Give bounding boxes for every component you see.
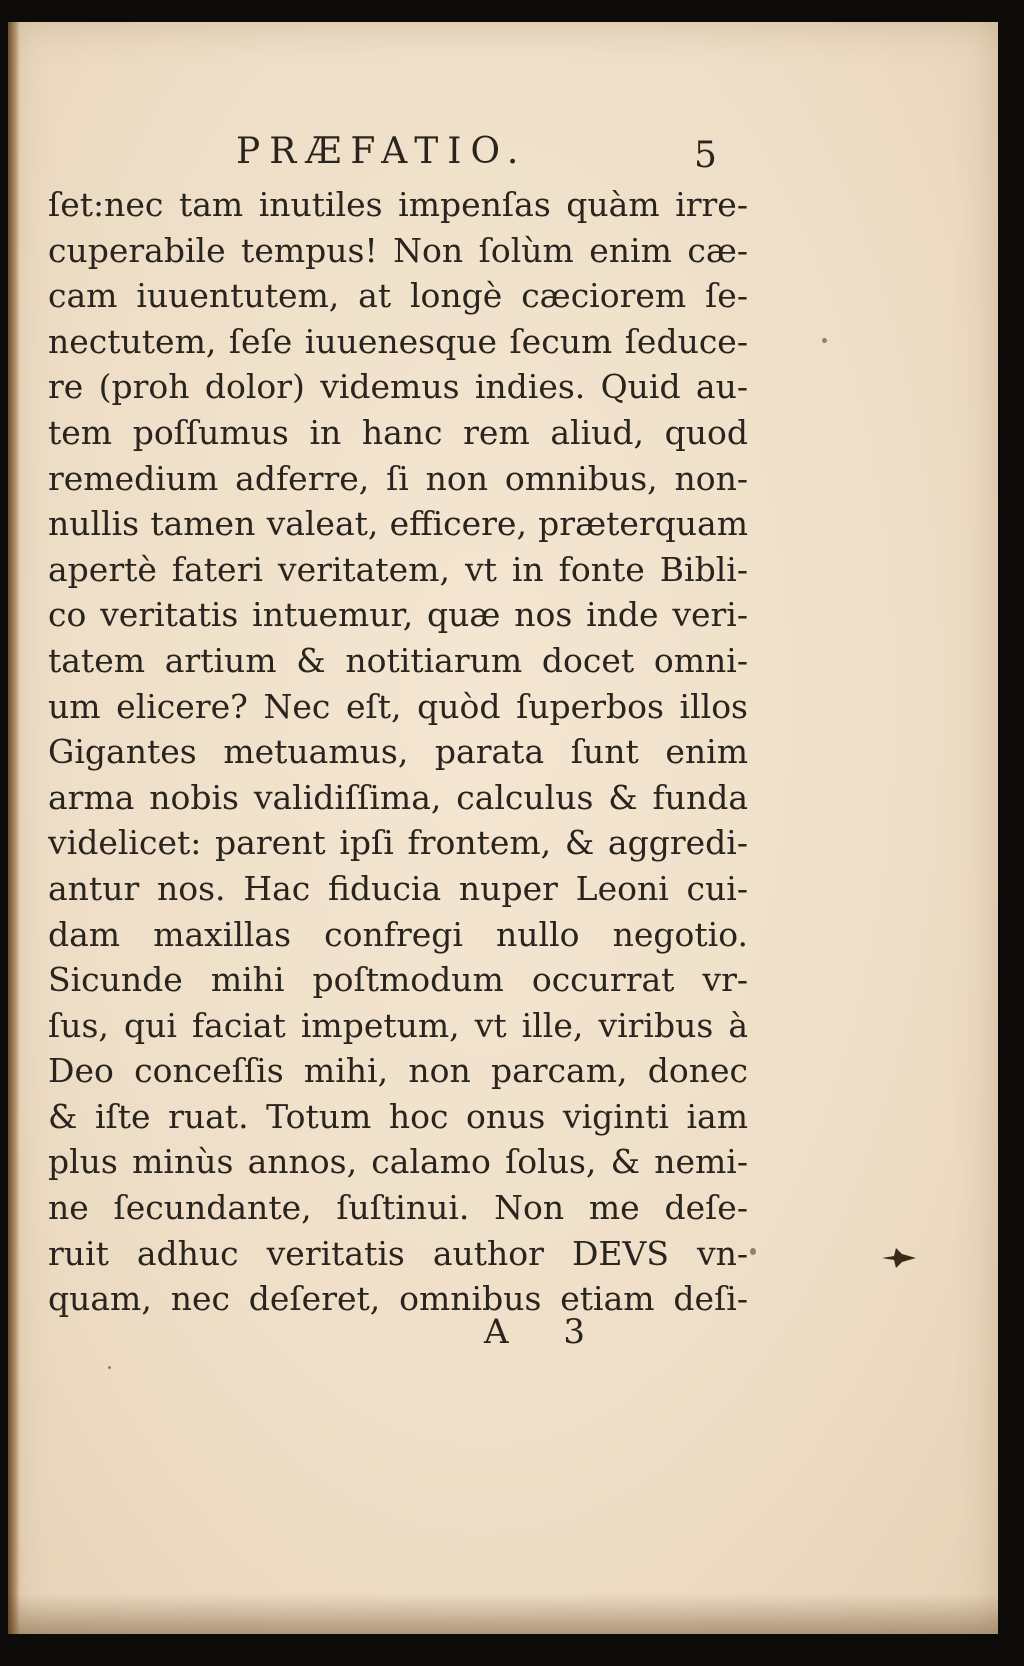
text-line: nectutem, ſeſe iuuenesque ſecum ſeduce-: [48, 321, 748, 361]
text-line: dam maxillas confregi nullo negotio.: [48, 914, 748, 954]
text-line: plus minùs annos, calamo ſolus, & nemi-: [48, 1142, 748, 1182]
page-edge-shadow: [8, 22, 20, 1634]
pointing-hand-icon-svg: [880, 1244, 920, 1272]
ink-speck: [750, 1248, 756, 1255]
text-line: ſet:nec tam inutiles impenſas quàm irre-: [48, 185, 748, 224]
text-line: apertè fateri veritatem, vt in fonte Bibli-: [48, 549, 748, 589]
ink-speck: [822, 338, 827, 343]
text-line: Gigantes metuamus, parata ſunt enim: [48, 732, 748, 772]
running-head: [48, 122, 748, 182]
text-line: videlicet: parent ipſi frontem, & aggredi-: [48, 823, 748, 863]
ink-speck: [108, 1366, 111, 1369]
page-paper: [8, 22, 998, 1634]
text-line: antur nos. Hac fiducia nuper Leoni cui-: [48, 868, 748, 908]
text-line: re (proh dolor) videmus indies. Quid au-: [48, 367, 748, 407]
text-line: quam, nec deſeret, omnibus etiam deſi-: [48, 1279, 748, 1319]
text-block: [48, 122, 748, 1322]
text-line: nullis tamen valeat, efficere, præterquam: [48, 504, 748, 544]
text-line: ſus, qui faciat impetum, vt ille, viribus à: [48, 1005, 748, 1045]
text-line: ne ſecundante, ſuſtinui. Non me deſe-: [48, 1188, 748, 1228]
running-head-title: PRÆFATIO.: [236, 131, 528, 172]
pointing-hand-icon: [880, 1242, 920, 1280]
text-line: cuperabile tempus! Non ſolùm enim cæ-: [48, 230, 748, 270]
body-text: [48, 182, 748, 1322]
text-line: remedium adferre, ſi non omnibus, non-: [48, 458, 748, 498]
text-line: tem poſſumus in hanc rem aliud, quod: [48, 412, 748, 452]
text-line: arma nobis validiſſima, calculus & funda: [48, 777, 748, 817]
text-line: Sicunde mihi poſtmodum occurrat vr-: [48, 960, 748, 1000]
text-line: co veritatis intuemur, quæ nos inde veri-: [48, 595, 748, 635]
text-line: tatem artium & notitiarum docet omni-: [48, 640, 748, 680]
signature-mark: A 3: [484, 1312, 607, 1352]
page-number: 5: [694, 135, 717, 176]
text-line: & iſte ruat. Totum hoc onus viginti iam: [48, 1096, 748, 1136]
text-line: cam iuuentutem, at longè cæciorem ſe-: [48, 276, 748, 316]
text-line: um elicere? Nec eſt, quòd ſuperbos illos: [48, 686, 748, 726]
text-line: Deo conceſſis mihi, non parcam, donec: [48, 1051, 748, 1091]
page-bottom-stain: [8, 1594, 998, 1634]
text-line: ruit adhuc veritatis author DEVS vn-: [48, 1233, 748, 1273]
